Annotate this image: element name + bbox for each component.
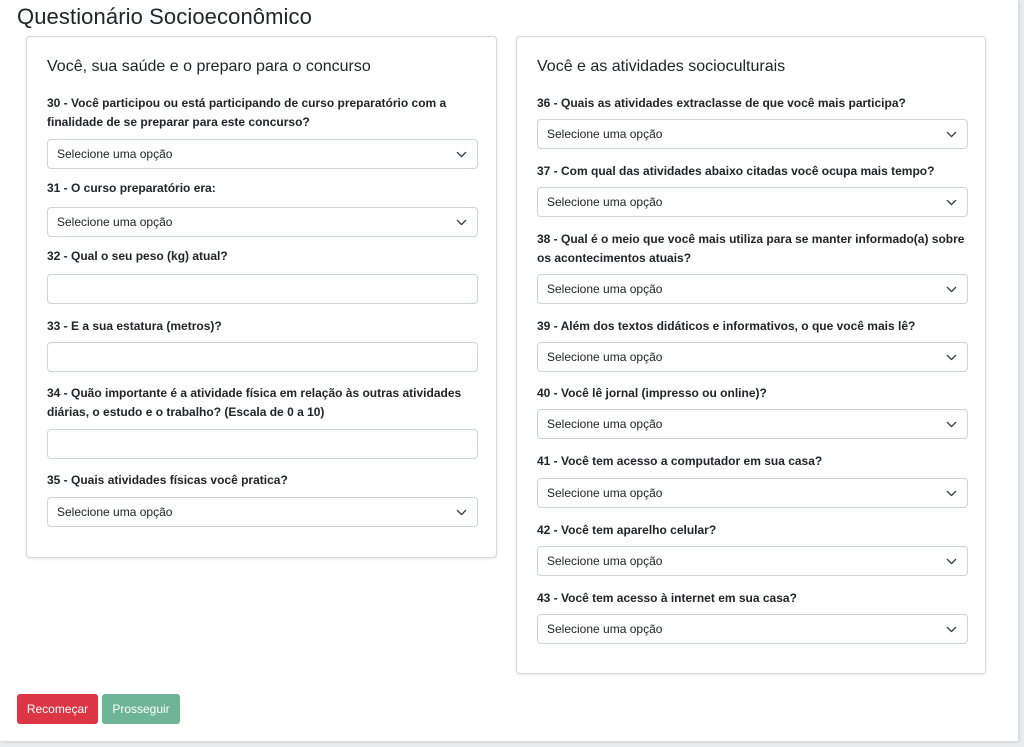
question-40-label: 40 - Você lê jornal (impresso ou online)? (537, 386, 767, 400)
page-title: Questionário Socioeconômico (17, 4, 312, 29)
question-36-select[interactable] (537, 119, 968, 149)
question-31-select[interactable] (47, 207, 478, 237)
height-input[interactable] (47, 342, 478, 372)
question-30-selected-value: Selecione uma opção (57, 147, 173, 161)
health-section-title: Você, sua saúde e o preparo para o concurso (47, 58, 371, 75)
restart-button[interactable]: Recomeçar (17, 694, 98, 724)
question-30-select[interactable] (47, 139, 478, 169)
question-42-selected-value: Selecione uma opção (547, 554, 663, 568)
question-38-selected-value: Selecione uma opção (547, 282, 663, 296)
question-35-select[interactable] (47, 497, 478, 527)
chevron-down-icon (946, 556, 957, 567)
sociocultural-section-title: Você e as atividades socioculturais (537, 58, 786, 75)
question-32-label: 32 - Qual o seu peso (kg) atual? (47, 249, 228, 263)
question-37-selected-value: Selecione uma opção (547, 195, 663, 209)
chevron-down-icon (946, 284, 957, 295)
question-36-label: 36 - Quais as atividades extraclasse de que você mais participa? (537, 96, 906, 110)
question-39-label: 39 - Além dos textos didáticos e informativos, o que você mais lê? (537, 319, 916, 333)
activity-importance-input[interactable] (47, 429, 478, 459)
question-33-label: 33 - E a sua estatura (metros)? (47, 319, 222, 333)
question-31-selected-value: Selecione uma opção (57, 215, 173, 229)
chevron-down-icon (456, 217, 467, 228)
question-41-select[interactable] (537, 478, 968, 508)
question-35-label: 35 - Quais atividades físicas você pratica? (47, 473, 288, 487)
chevron-down-icon (946, 624, 957, 635)
chevron-down-icon (456, 149, 467, 160)
question-36-selected-value: Selecione uma opção (547, 127, 663, 141)
question-38-label: 38 - Qual é o meio que você mais utiliza para se manter informado(a) sobre os acontecimentos atuais? (537, 232, 965, 265)
question-37-label: 37 - Com qual das atividades abaixo citadas você ocupa mais tempo? (537, 164, 935, 178)
chevron-down-icon (946, 488, 957, 499)
question-37-select[interactable] (537, 187, 968, 217)
question-38-select[interactable] (537, 274, 968, 304)
weight-input[interactable] (47, 274, 478, 304)
next-button[interactable]: Prosseguir (102, 694, 180, 724)
question-42-select[interactable] (537, 546, 968, 576)
question-43-selected-value: Selecione uma opção (547, 622, 663, 636)
question-34-label: 34 - Quão importante é a atividade física em relação às outras atividades diárias, o estudo e o trabalho? (Escala de 0 a 10) (47, 386, 462, 419)
question-39-selected-value: Selecione uma opção (547, 350, 663, 364)
question-40-selected-value: Selecione uma opção (547, 417, 663, 431)
question-41-label: 41 - Você tem acesso a computador em sua casa? (537, 454, 823, 468)
question-39-select[interactable] (537, 342, 968, 372)
chevron-down-icon (946, 197, 957, 208)
question-43-label: 43 - Você tem acesso à internet em sua casa? (537, 591, 797, 605)
question-43-select[interactable] (537, 614, 968, 644)
question-31-label: 31 - O curso preparatório era: (47, 181, 216, 195)
question-42-label: 42 - Você tem aparelho celular? (537, 523, 717, 537)
chevron-down-icon (946, 419, 957, 430)
question-35-selected-value: Selecione uma opção (57, 505, 173, 519)
question-41-selected-value: Selecione uma opção (547, 486, 663, 500)
sociocultural-section-card (516, 36, 986, 674)
chevron-down-icon (456, 507, 467, 518)
question-40-select[interactable] (537, 409, 968, 439)
question-30-label: 30 - Você participou ou está participando de curso preparatório com a finalidade de se preparar para este concurso? (47, 96, 447, 129)
chevron-down-icon (946, 129, 957, 140)
chevron-down-icon (946, 352, 957, 363)
health-section-card (26, 36, 497, 558)
